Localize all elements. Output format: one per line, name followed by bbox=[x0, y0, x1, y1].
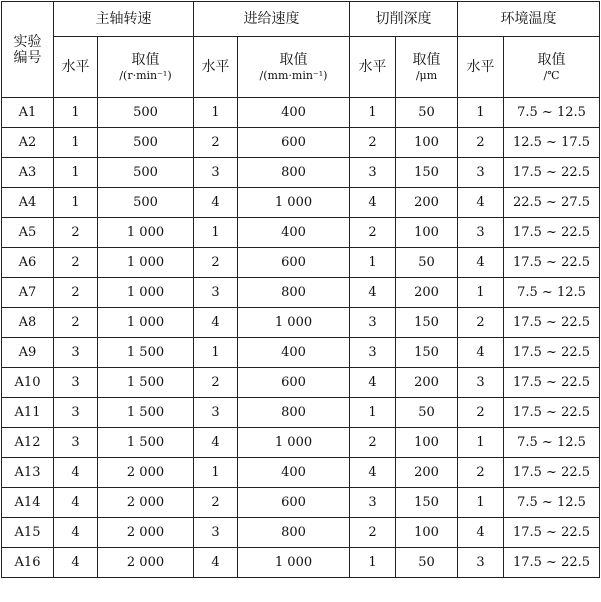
feed-rate-level-cell: 4 bbox=[194, 188, 238, 218]
ambient-temperature-value-cell: 17.5 ~ 22.5 bbox=[504, 548, 600, 578]
table-row bbox=[2, 338, 600, 368]
ambient-temperature-level-cell: 1 bbox=[458, 98, 504, 128]
table-row bbox=[2, 488, 600, 518]
spindle-speed-level-cell: 3 bbox=[54, 428, 98, 458]
cutting-depth-value-cell: 200 bbox=[396, 188, 458, 218]
header-row-groups bbox=[2, 2, 600, 37]
spindle-speed-level-cell: 4 bbox=[54, 548, 98, 578]
spindle-speed-level-cell: 1 bbox=[54, 158, 98, 188]
group-header-spindle-speed: 主轴转速 bbox=[54, 2, 194, 37]
exp-id-cell: A9 bbox=[2, 338, 54, 368]
spindle-speed-value-cell: 1 500 bbox=[98, 398, 194, 428]
exp-id-cell: A6 bbox=[2, 248, 54, 278]
cutting-depth-value-cell: 150 bbox=[396, 308, 458, 338]
table-row bbox=[2, 428, 600, 458]
spindle-speed-level-cell: 2 bbox=[54, 248, 98, 278]
cutting-depth-value-cell: 200 bbox=[396, 458, 458, 488]
table-row bbox=[2, 518, 600, 548]
spindle-speed-level-cell: 1 bbox=[54, 128, 98, 158]
table-row bbox=[2, 368, 600, 398]
spindle-speed-level-cell: 3 bbox=[54, 398, 98, 428]
spindle-speed-value-cell: 500 bbox=[98, 158, 194, 188]
table-row bbox=[2, 98, 600, 128]
cutting-depth-value-cell: 150 bbox=[396, 338, 458, 368]
experiment-table bbox=[1, 1, 600, 578]
level-header-ambient-temperature: 水平 bbox=[458, 37, 504, 98]
exp-id-cell: A15 bbox=[2, 518, 54, 548]
spindle-speed-level-cell: 1 bbox=[54, 188, 98, 218]
feed-rate-level-cell: 4 bbox=[194, 308, 238, 338]
ambient-temperature-value-cell: 17.5 ~ 22.5 bbox=[504, 518, 600, 548]
cutting-depth-level-cell: 3 bbox=[350, 158, 396, 188]
feed-rate-level-cell: 1 bbox=[194, 218, 238, 248]
exp-id-cell: A7 bbox=[2, 278, 54, 308]
ambient-temperature-level-cell: 3 bbox=[458, 158, 504, 188]
feed-rate-value-cell: 600 bbox=[238, 248, 350, 278]
feed-rate-level-cell: 1 bbox=[194, 458, 238, 488]
feed-rate-value-cell: 800 bbox=[238, 278, 350, 308]
spindle-speed-value-cell: 1 000 bbox=[98, 308, 194, 338]
cutting-depth-value-cell: 50 bbox=[396, 398, 458, 428]
spindle-speed-level-cell: 2 bbox=[54, 218, 98, 248]
group-header-cutting-depth: 切削深度 bbox=[350, 2, 458, 37]
cutting-depth-level-cell: 3 bbox=[350, 338, 396, 368]
spindle-speed-value-cell: 500 bbox=[98, 128, 194, 158]
level-header-spindle-speed: 水平 bbox=[54, 37, 98, 98]
unit-label: /μm bbox=[415, 68, 438, 82]
cutting-depth-level-cell: 3 bbox=[350, 488, 396, 518]
table-row bbox=[2, 248, 600, 278]
group-header-feed-rate: 进给速度 bbox=[194, 2, 350, 37]
exp-id-cell: A14 bbox=[2, 488, 54, 518]
value-header-spindle-speed bbox=[98, 37, 194, 98]
ambient-temperature-value-cell: 7.5 ~ 12.5 bbox=[504, 278, 600, 308]
cutting-depth-level-cell: 4 bbox=[350, 368, 396, 398]
feed-rate-value-cell: 1 000 bbox=[238, 188, 350, 218]
table-row bbox=[2, 398, 600, 428]
feed-rate-value-cell: 800 bbox=[238, 398, 350, 428]
spindle-speed-value-cell: 1 000 bbox=[98, 218, 194, 248]
ambient-temperature-level-cell: 4 bbox=[458, 188, 504, 218]
unit-label: /(r·min⁻¹) bbox=[119, 68, 172, 82]
ambient-temperature-value-cell: 17.5 ~ 22.5 bbox=[504, 248, 600, 278]
spindle-speed-level-cell: 4 bbox=[54, 458, 98, 488]
ambient-temperature-level-cell: 2 bbox=[458, 128, 504, 158]
feed-rate-level-cell: 2 bbox=[194, 488, 238, 518]
cutting-depth-level-cell: 4 bbox=[350, 188, 396, 218]
value-label: 取值 bbox=[279, 51, 308, 68]
feed-rate-value-cell: 400 bbox=[238, 98, 350, 128]
feed-rate-level-cell: 3 bbox=[194, 518, 238, 548]
cutting-depth-level-cell: 4 bbox=[350, 278, 396, 308]
feed-rate-level-cell: 1 bbox=[194, 338, 238, 368]
ambient-temperature-value-cell: 12.5 ~ 17.5 bbox=[504, 128, 600, 158]
cutting-depth-level-cell: 2 bbox=[350, 428, 396, 458]
value-header-cutting-depth bbox=[396, 37, 458, 98]
exp-id-cell: A4 bbox=[2, 188, 54, 218]
table-row bbox=[2, 278, 600, 308]
cutting-depth-level-cell: 2 bbox=[350, 218, 396, 248]
spindle-speed-level-cell: 1 bbox=[54, 98, 98, 128]
level-header-cutting-depth: 水平 bbox=[350, 37, 396, 98]
feed-rate-level-cell: 3 bbox=[194, 398, 238, 428]
ambient-temperature-level-cell: 4 bbox=[458, 518, 504, 548]
spindle-speed-value-cell: 2 000 bbox=[98, 458, 194, 488]
cutting-depth-value-cell: 150 bbox=[396, 158, 458, 188]
exp-id-cell: A16 bbox=[2, 548, 54, 578]
spindle-speed-value-cell: 500 bbox=[98, 98, 194, 128]
feed-rate-level-cell: 1 bbox=[194, 98, 238, 128]
spindle-speed-value-cell: 1 500 bbox=[98, 428, 194, 458]
exp-id-cell: A11 bbox=[2, 398, 54, 428]
ambient-temperature-level-cell: 4 bbox=[458, 338, 504, 368]
ambient-temperature-value-cell: 7.5 ~ 12.5 bbox=[504, 98, 600, 128]
exp-id-header bbox=[2, 2, 54, 98]
feed-rate-level-cell: 3 bbox=[194, 278, 238, 308]
spindle-speed-value-cell: 1 000 bbox=[98, 248, 194, 278]
spindle-speed-value-cell: 2 000 bbox=[98, 488, 194, 518]
unit-label: /(mm·min⁻¹) bbox=[259, 68, 328, 82]
table-row bbox=[2, 158, 600, 188]
level-header-feed-rate: 水平 bbox=[194, 37, 238, 98]
exp-id-cell: A2 bbox=[2, 128, 54, 158]
cutting-depth-level-cell: 1 bbox=[350, 548, 396, 578]
table-row bbox=[2, 458, 600, 488]
cutting-depth-level-cell: 1 bbox=[350, 398, 396, 428]
cutting-depth-value-cell: 100 bbox=[396, 518, 458, 548]
value-label: 取值 bbox=[131, 51, 160, 68]
value-label: 取值 bbox=[537, 51, 566, 68]
ambient-temperature-level-cell: 3 bbox=[458, 368, 504, 398]
spindle-speed-value-cell: 2 000 bbox=[98, 518, 194, 548]
cutting-depth-value-cell: 100 bbox=[396, 428, 458, 458]
ambient-temperature-value-cell: 17.5 ~ 22.5 bbox=[504, 158, 600, 188]
feed-rate-value-cell: 1 000 bbox=[238, 548, 350, 578]
feed-rate-level-cell: 2 bbox=[194, 128, 238, 158]
exp-id-label-line2: 编号 bbox=[13, 49, 42, 66]
cutting-depth-value-cell: 100 bbox=[396, 128, 458, 158]
spindle-speed-level-cell: 4 bbox=[54, 518, 98, 548]
cutting-depth-value-cell: 50 bbox=[396, 248, 458, 278]
cutting-depth-value-cell: 50 bbox=[396, 548, 458, 578]
cutting-depth-level-cell: 1 bbox=[350, 248, 396, 278]
table-header bbox=[2, 2, 600, 98]
feed-rate-level-cell: 2 bbox=[194, 368, 238, 398]
ambient-temperature-value-cell: 17.5 ~ 22.5 bbox=[504, 368, 600, 398]
ambient-temperature-level-cell: 1 bbox=[458, 488, 504, 518]
cutting-depth-level-cell: 1 bbox=[350, 98, 396, 128]
header-row-subcolumns bbox=[2, 37, 600, 98]
spindle-speed-level-cell: 2 bbox=[54, 278, 98, 308]
feed-rate-value-cell: 400 bbox=[238, 218, 350, 248]
spindle-speed-level-cell: 3 bbox=[54, 338, 98, 368]
value-header-ambient-temperature bbox=[504, 37, 600, 98]
ambient-temperature-value-cell: 22.5 ~ 27.5 bbox=[504, 188, 600, 218]
table-row bbox=[2, 308, 600, 338]
value-label: 取值 bbox=[412, 51, 441, 68]
spindle-speed-value-cell: 500 bbox=[98, 188, 194, 218]
feed-rate-value-cell: 800 bbox=[238, 518, 350, 548]
unit-label: /℃ bbox=[543, 68, 560, 82]
spindle-speed-level-cell: 4 bbox=[54, 488, 98, 518]
spindle-speed-value-cell: 1 000 bbox=[98, 278, 194, 308]
cutting-depth-value-cell: 50 bbox=[396, 98, 458, 128]
table-row bbox=[2, 188, 600, 218]
feed-rate-level-cell: 3 bbox=[194, 158, 238, 188]
cutting-depth-level-cell: 4 bbox=[350, 458, 396, 488]
cutting-depth-value-cell: 200 bbox=[396, 368, 458, 398]
spindle-speed-value-cell: 1 500 bbox=[98, 368, 194, 398]
ambient-temperature-level-cell: 1 bbox=[458, 278, 504, 308]
exp-id-cell: A5 bbox=[2, 218, 54, 248]
ambient-temperature-value-cell: 17.5 ~ 22.5 bbox=[504, 218, 600, 248]
feed-rate-level-cell: 2 bbox=[194, 248, 238, 278]
cutting-depth-value-cell: 200 bbox=[396, 278, 458, 308]
ambient-temperature-level-cell: 3 bbox=[458, 548, 504, 578]
ambient-temperature-value-cell: 17.5 ~ 22.5 bbox=[504, 458, 600, 488]
feed-rate-value-cell: 400 bbox=[238, 458, 350, 488]
exp-id-cell: A10 bbox=[2, 368, 54, 398]
ambient-temperature-level-cell: 3 bbox=[458, 218, 504, 248]
cutting-depth-level-cell: 3 bbox=[350, 308, 396, 338]
table-row bbox=[2, 548, 600, 578]
feed-rate-value-cell: 1 000 bbox=[238, 428, 350, 458]
spindle-speed-value-cell: 1 500 bbox=[98, 338, 194, 368]
feed-rate-value-cell: 800 bbox=[238, 158, 350, 188]
feed-rate-level-cell: 4 bbox=[194, 428, 238, 458]
spindle-speed-level-cell: 2 bbox=[54, 308, 98, 338]
cutting-depth-level-cell: 2 bbox=[350, 128, 396, 158]
cutting-depth-level-cell: 2 bbox=[350, 518, 396, 548]
ambient-temperature-value-cell: 7.5 ~ 12.5 bbox=[504, 488, 600, 518]
exp-id-label-line1: 实验 bbox=[13, 33, 42, 50]
exp-id-cell: A12 bbox=[2, 428, 54, 458]
spindle-speed-level-cell: 3 bbox=[54, 368, 98, 398]
value-header-feed-rate bbox=[238, 37, 350, 98]
feed-rate-value-cell: 600 bbox=[238, 368, 350, 398]
table-body bbox=[2, 98, 600, 578]
cutting-depth-value-cell: 150 bbox=[396, 488, 458, 518]
feed-rate-value-cell: 600 bbox=[238, 128, 350, 158]
cutting-depth-value-cell: 100 bbox=[396, 218, 458, 248]
ambient-temperature-value-cell: 7.5 ~ 12.5 bbox=[504, 428, 600, 458]
exp-id-cell: A8 bbox=[2, 308, 54, 338]
ambient-temperature-level-cell: 4 bbox=[458, 248, 504, 278]
ambient-temperature-value-cell: 17.5 ~ 22.5 bbox=[504, 398, 600, 428]
group-header-ambient-temperature: 环境温度 bbox=[458, 2, 600, 37]
feed-rate-level-cell: 4 bbox=[194, 548, 238, 578]
exp-id-cell: A13 bbox=[2, 458, 54, 488]
table-row bbox=[2, 218, 600, 248]
exp-id-cell: A3 bbox=[2, 158, 54, 188]
exp-id-cell: A1 bbox=[2, 98, 54, 128]
feed-rate-value-cell: 1 000 bbox=[238, 308, 350, 338]
ambient-temperature-value-cell: 17.5 ~ 22.5 bbox=[504, 338, 600, 368]
ambient-temperature-level-cell: 1 bbox=[458, 428, 504, 458]
ambient-temperature-level-cell: 2 bbox=[458, 458, 504, 488]
table-row bbox=[2, 128, 600, 158]
feed-rate-value-cell: 600 bbox=[238, 488, 350, 518]
spindle-speed-value-cell: 2 000 bbox=[98, 548, 194, 578]
ambient-temperature-value-cell: 17.5 ~ 22.5 bbox=[504, 308, 600, 338]
ambient-temperature-level-cell: 2 bbox=[458, 308, 504, 338]
feed-rate-value-cell: 400 bbox=[238, 338, 350, 368]
ambient-temperature-level-cell: 2 bbox=[458, 398, 504, 428]
